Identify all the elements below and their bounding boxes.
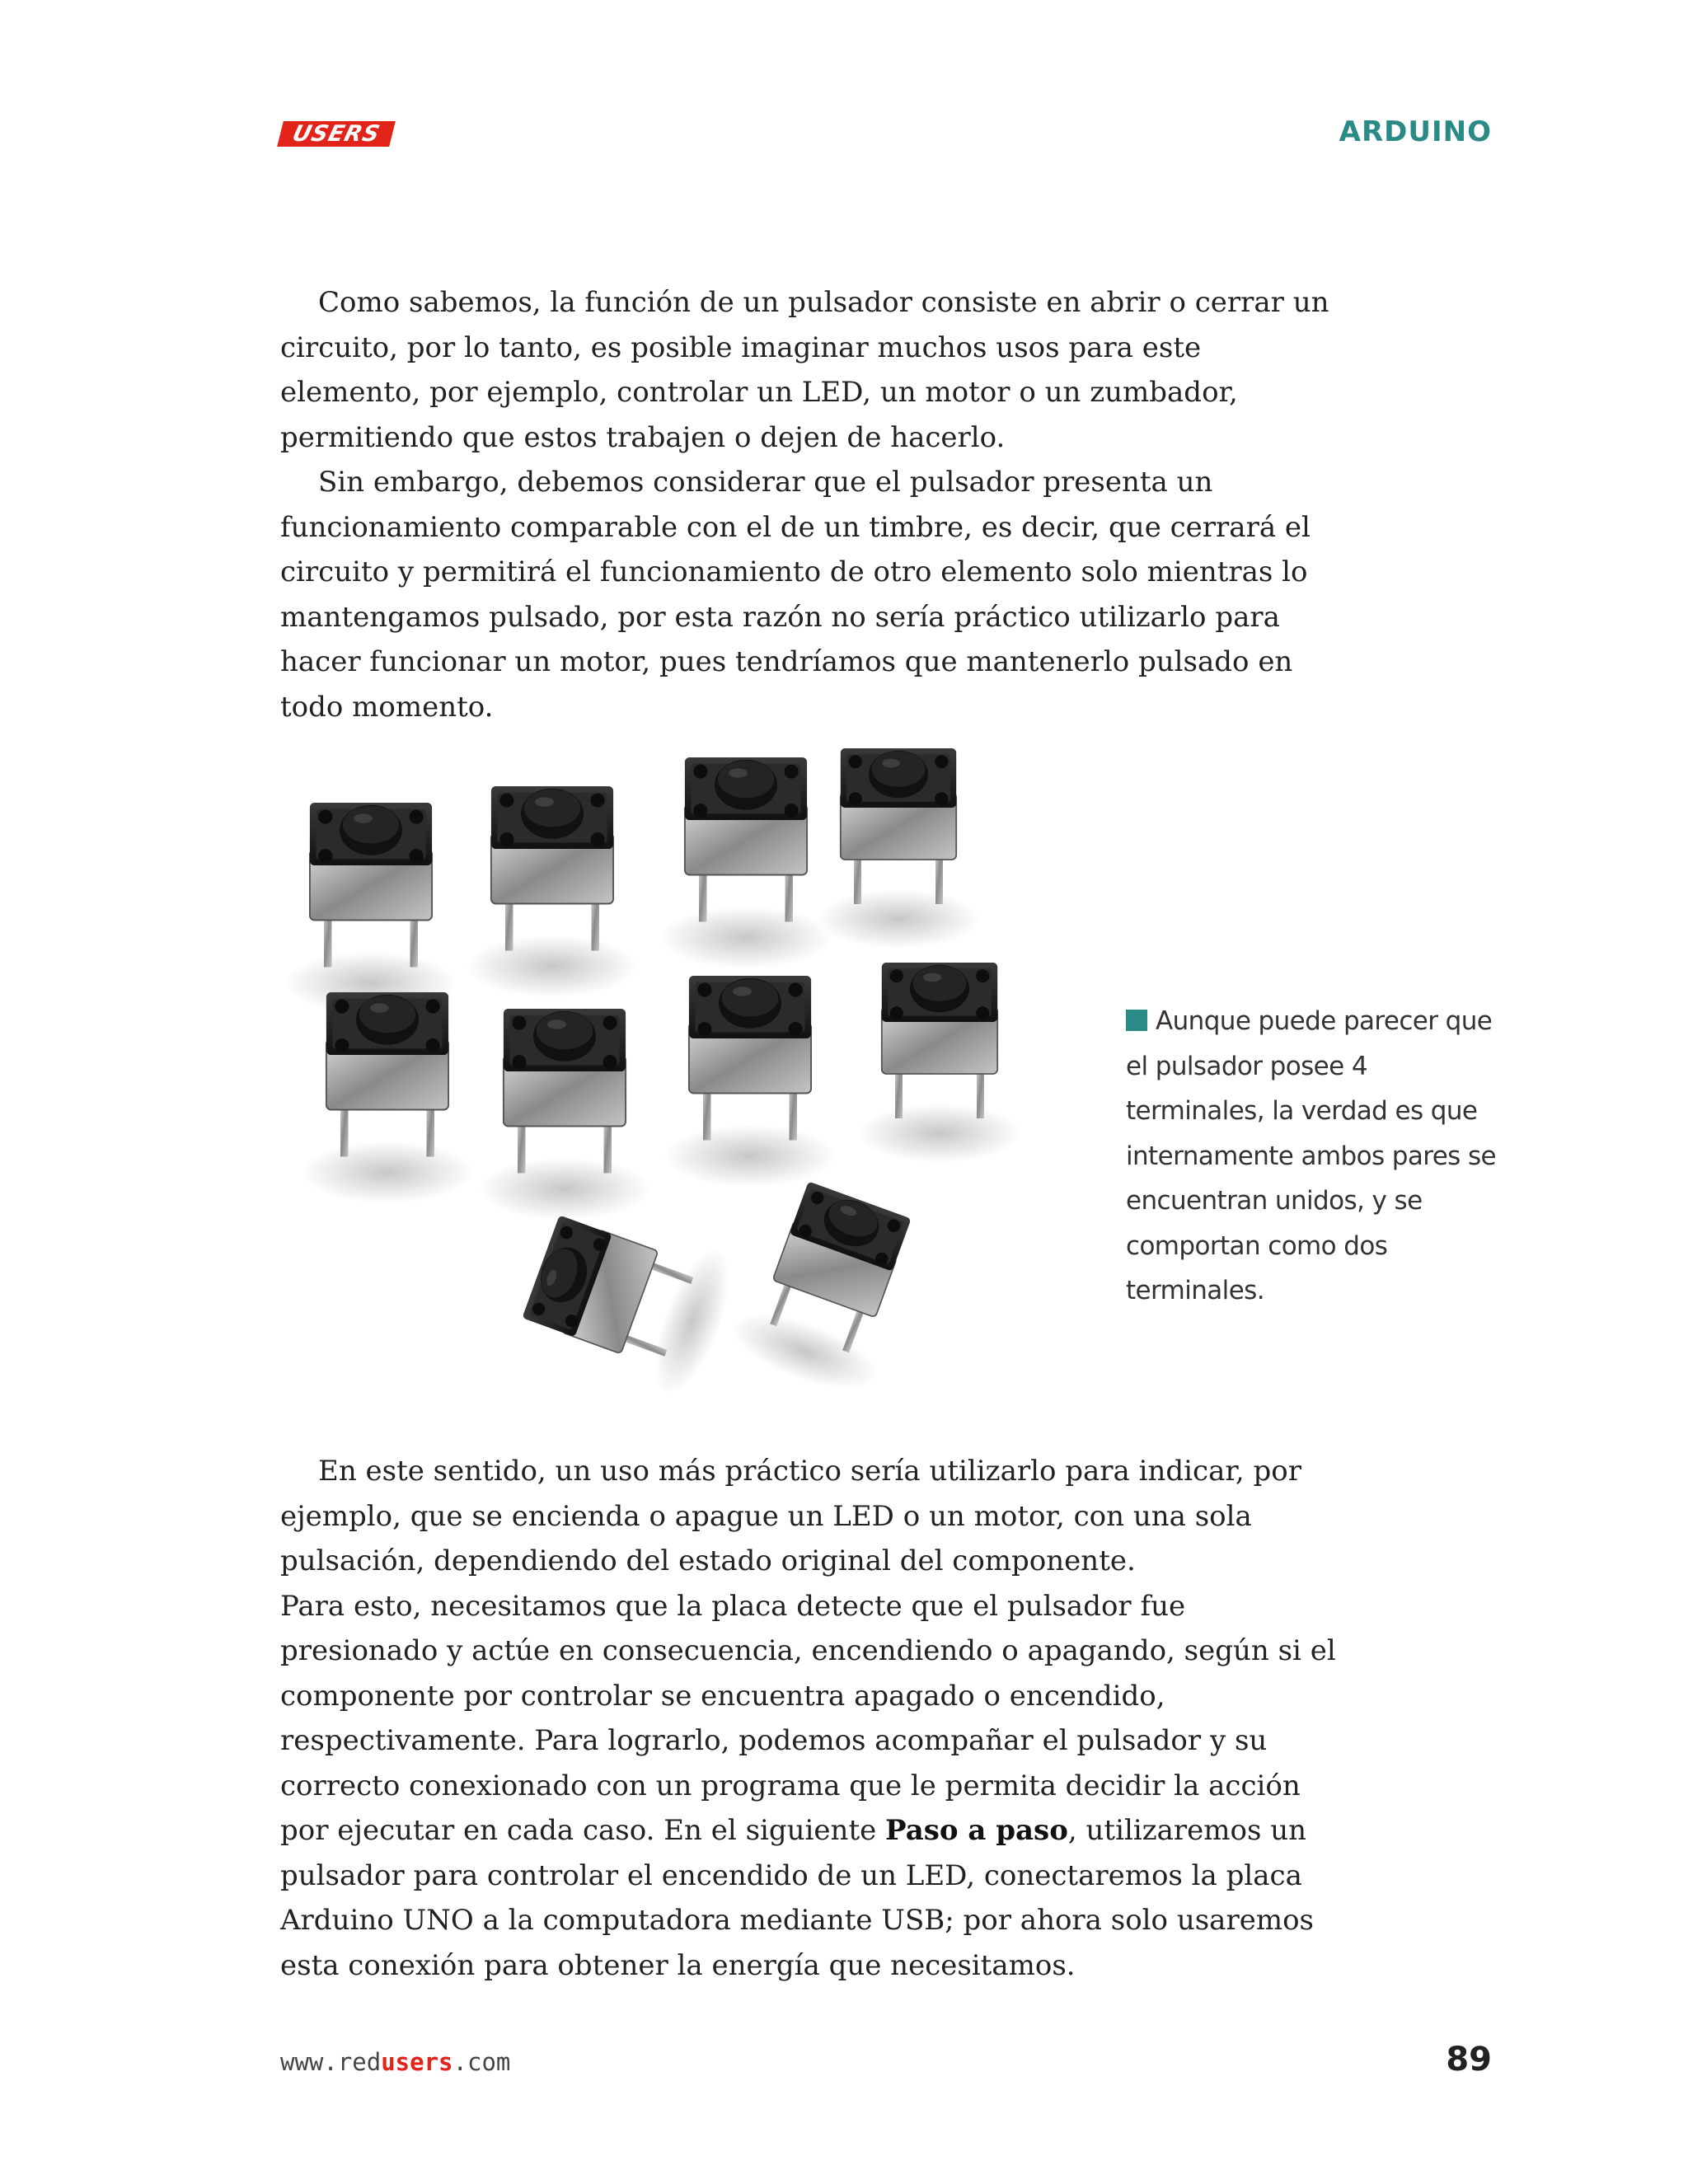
users-logo — [277, 121, 396, 147]
paragraph-4 — [280, 1584, 1343, 1989]
paragraph-4-text-a: Para esto, necesitamos que la placa detecte que el pulsador fue presionado y actúe en consecuencia, encendiendo o apagando, según si el componente por controlar se encuentra apagado o encendido, respectivamente. Para lograrlo, podemos acompañar el pulsador y su correcto conexionado con un programa que le permita decidir la acción por ejecutar en cada caso. En el siguiente — [280, 1589, 1336, 1847]
paragraph-2: Sin embargo, debemos considerar que el pulsador presenta un funcionamiento comparable con el de un timbre, es decir, que cerrará el circuito y permitirá el funcionamiento de otro elemento solo mientras lo mantengamos pulsado, por esta razón no sería práctico utilizarlo para hacer funcionar un motor, pues tendríamos que mantenerlo pulsado en todo momento. — [280, 466, 1311, 724]
page-number: 89 — [1446, 2041, 1492, 2079]
paragraph-3: En este sentido, un uso más práctico sería utilizarlo para indicar, por ejemplo, que se encienda o apague un LED o un motor, con una sola pulsación, dependiendo del estado original del componente. — [280, 1455, 1301, 1577]
logo-text: USERS — [289, 121, 383, 147]
body-text — [280, 1449, 1343, 1988]
figure-caption — [1126, 999, 1513, 1314]
pushbutton-photo — [280, 725, 1071, 1451]
caption-bullet-square-icon — [1126, 1010, 1147, 1031]
url-prefix: www.red — [280, 2048, 382, 2076]
url-suffix: .com — [452, 2048, 511, 2076]
footer-url — [280, 2048, 510, 2076]
url-highlight: users — [381, 2048, 453, 2076]
paso-a-paso-highlight: Paso a paso — [885, 1814, 1068, 1847]
section-title: ARDUINO — [1339, 115, 1492, 148]
intro-text — [280, 280, 1343, 729]
paragraph-1: Como sabemos, la función de un pulsador consiste en abrir o cerrar un circuito, por lo tanto, es posible imaginar muchos usos para este elemento, por ejemplo, controlar un LED, un motor o un zumbador, permitiendo que estos trabajen o dejen de hacerlo. — [280, 286, 1329, 454]
paragraph-4-text-b: , utilizaremos un pulsador para controlar el encendido de un LED, conectaremos la placa Arduino UNO a la computadora mediante USB; por ahora solo usaremos esta conexión para obtener la energía que necesitamos. — [280, 1814, 1314, 1982]
caption-text: Aunque puede parecer que el pulsador posee 4 terminales, la verdad es que internamente ambos pares se encuentran unidos, y se comportan como dos terminales. — [1126, 1006, 1497, 1305]
